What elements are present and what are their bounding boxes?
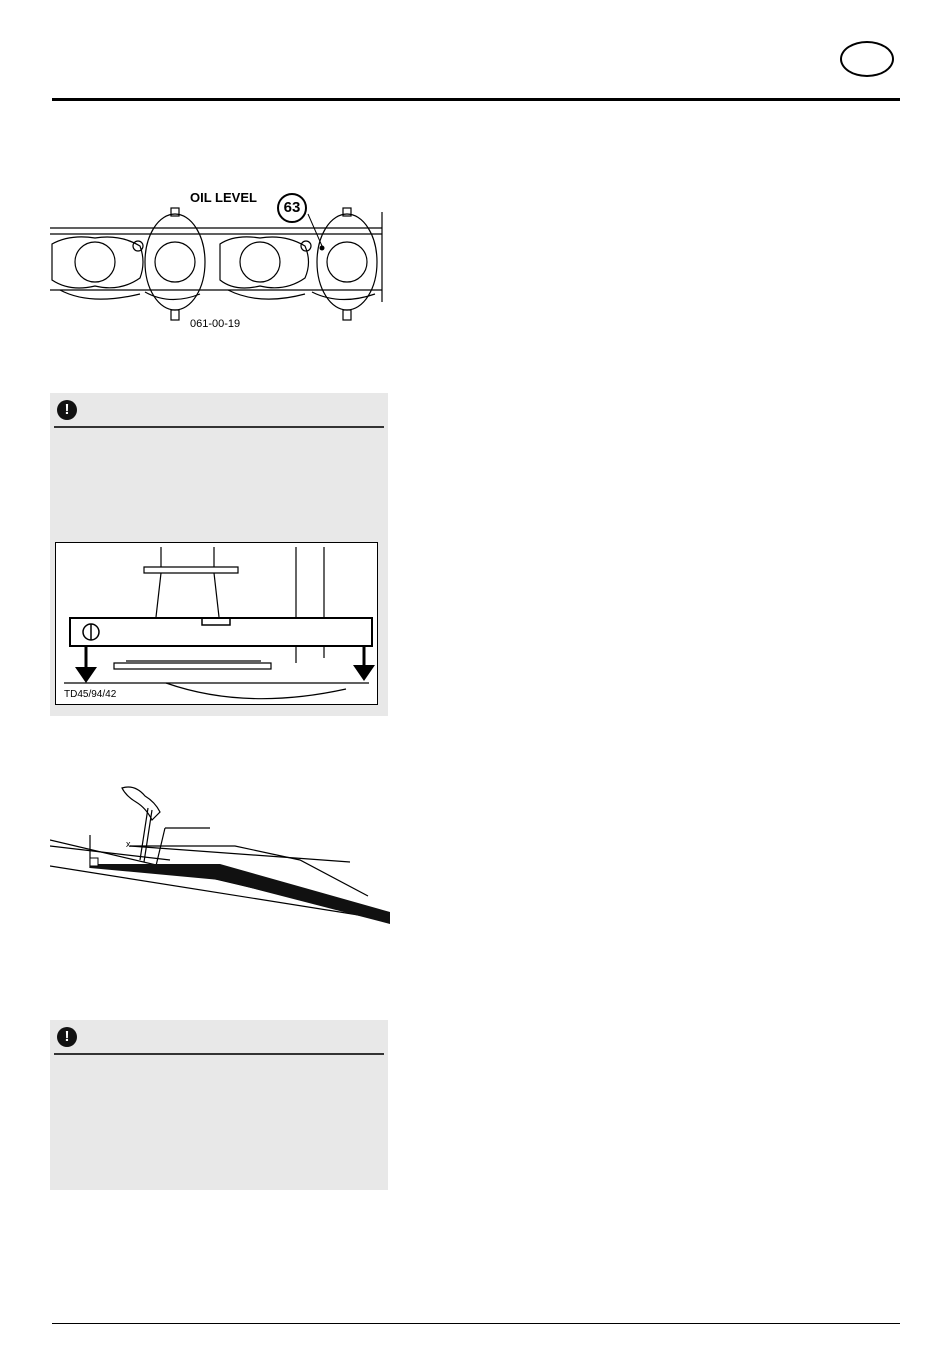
footer-rule [52,1323,900,1324]
warning-icon: ! [57,400,77,420]
warning-icon: ! [57,1027,77,1047]
spirit-level-drawing [56,543,377,704]
angle-measurement-figure [50,780,390,930]
oil-level-figure [50,182,390,332]
header-rule [52,98,900,101]
notice-box-leveling [50,393,388,716]
figure-code: TD45/94/42 [64,689,117,700]
leveling-figure [55,542,378,705]
notice-box-second [50,1020,388,1190]
notice-rule [54,1053,384,1055]
inclined-disc-drawing [50,780,390,930]
x-mark: x [126,839,131,849]
notice-rule [54,426,384,428]
oil-level-label: OIL LEVEL [190,190,257,205]
callout-number: 63 [277,193,307,223]
language-badge-icon [840,41,894,77]
figure-code: 061-00-19 [190,318,241,330]
